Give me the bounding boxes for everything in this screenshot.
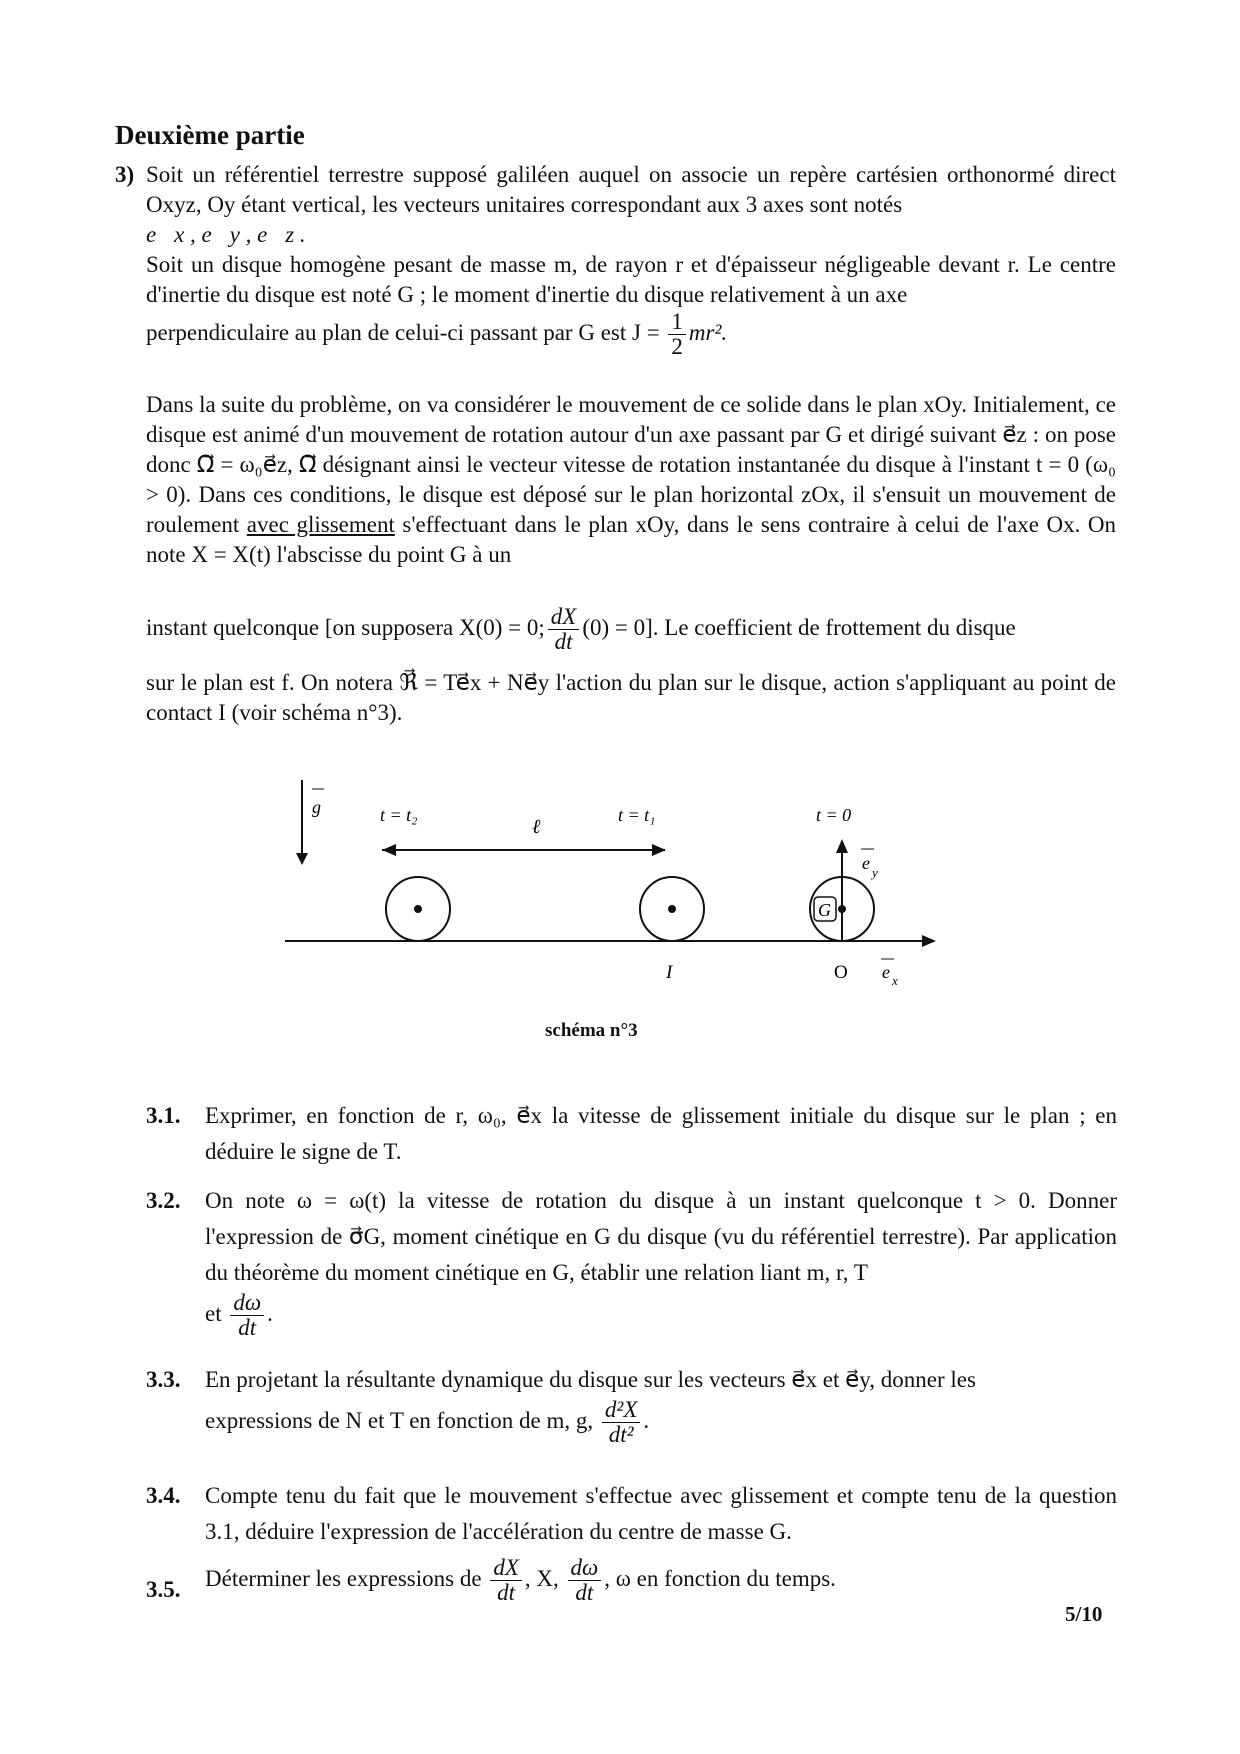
q3-para3b-text: dirigé suivant e⃗z : on pose donc Ω⃗ = ω₀e⃗z, Ω⃗ désignant ainsi le vecteur vitesse de rotation instantanée du disque à l'instant t = 0 (ω₀ > 0). Dans ces conditions, le disque est déposé sur le plan horizontal zOx, il s'ensuit un mouvement de roulement: [146, 422, 1116, 537]
gravity-arrow-head: [296, 853, 308, 865]
section-title: Deuxième partie: [115, 120, 305, 150]
ey-arrow-head: [836, 839, 848, 853]
subq-3-2-tail: et: [205, 1300, 222, 1326]
dw-num-2: dω: [568, 1556, 602, 1581]
dt-den: dt: [554, 629, 573, 654]
ey-label: e: [862, 853, 870, 873]
q3-vectors: e⃗x , e⃗y , e⃗z .: [146, 222, 306, 247]
ell-arrow-left-head: [382, 844, 396, 856]
disk-t2-center: [414, 905, 422, 913]
dX-dt-fraction: [548, 605, 580, 654]
schema-caption: schéma n°3: [545, 1020, 638, 1041]
dt-den-2: dt: [238, 1315, 257, 1340]
q3-paragraph-4: [146, 605, 1116, 654]
d2X-dt2-fraction: [602, 1398, 640, 1447]
t2-label: t = t₂: [380, 805, 418, 825]
q3-paragraph-3: [146, 390, 1116, 570]
dt-den-4: dt: [575, 1580, 594, 1605]
q3-para5-text: sur le plan est f. On notera ℜ⃗ = Te⃗x + Ne⃗y l'action du plan sur le disque, action s'appliquant au point de contact I (voir schéma n°3).: [146, 670, 1116, 725]
half-fraction: [668, 310, 686, 359]
ell-arrow-right-head: [652, 844, 666, 856]
dw-dt-fraction-2: [568, 1556, 602, 1605]
dt2-den: dt²: [608, 1422, 634, 1447]
t0-label: t = 0: [816, 805, 852, 825]
q3-para3-text: Dans la suite du problème, on va considérer le mouvement de ce solide dans le plan xOy. Initialement, ce disque est animé d'un mouvement de rotation autour d'un axe passant par G et: [146, 392, 1116, 447]
dw-dt-fraction: [230, 1291, 264, 1340]
subq-3-5-text-b: , X,: [524, 1565, 559, 1591]
ell-label: ℓ: [532, 816, 541, 838]
subq-3-3-number: 3.3.: [146, 1367, 181, 1392]
subq-3-3-tail: expressions de N et T en fonction de m, g,: [205, 1407, 594, 1433]
dX-num: dX: [548, 605, 580, 630]
O-label: O: [834, 962, 848, 983]
dX-dt-fraction-2: [490, 1556, 522, 1605]
schema-diagram: [270, 765, 950, 1005]
subq-3-4-text: Compte tenu du fait que le mouvement s'effectue avec glissement et compte tenu de la question 3.1, déduire l'expression de l'accélération du centre de masse G.: [205, 1483, 1117, 1544]
subq-3-2: On note ω = ω(t) la vitesse de rotation du disque à un instant quelconque t > 0. Donner l'expression de σ⃗G, moment cinétique en G du disque (vu du référentiel terrestre). Par application du théorème du moment cinétique en G, établir une relation liant m, r, T et $\frac{d\omega}{dt}$ .: [205, 1188, 1117, 1340]
ex-arrow-head: [922, 935, 936, 947]
ex-label: e: [882, 962, 890, 982]
subq-3-5: [205, 1556, 1117, 1605]
q3-para2b-text: perpendiculaire au plan de celui-ci passant par G est J =: [146, 319, 666, 345]
question-number: 3): [115, 162, 135, 187]
subq-3-5-number: 3.5.: [146, 1577, 181, 1602]
q3-para3c-text: s'effectuant dans le plan xOy, dans le sens contraire à celui de l'axe Ox. On note X = X(t) l'abscisse du point G à un: [146, 512, 1116, 567]
q3-underlined-text: avec glissement: [246, 512, 395, 537]
half-num: 1: [668, 310, 686, 335]
subq-3-5-text-a: Déterminer les expressions de: [205, 1565, 482, 1591]
half-den: 2: [671, 334, 683, 359]
subq-3-2-text: On note ω = ω(t) la vitesse de rotation du disque à un instant quelconque t > 0. Donner l'expression de σ⃗G, moment cinétique en G du disque (vu du référentiel terrestre). Par application du théorème du moment cinétique en G, établir une relation liant m, r, T: [205, 1188, 1117, 1285]
g-label: g: [312, 797, 321, 817]
dX-num-2: dX: [490, 1556, 522, 1581]
subq-3-1-text: Exprimer, en fonction de r, ω₀, e⃗x la vitesse de glissement initiale du disque sur le plan ; en déduire le signe de T.: [205, 1103, 1117, 1164]
disk-t1-center: [668, 905, 676, 913]
dt-den-3: dt: [497, 1580, 516, 1605]
ey-subscript: y: [872, 865, 878, 880]
q3-paragraph-5: [146, 668, 1116, 728]
q3-paragraph-1: [146, 160, 1116, 250]
dw-num: dω: [230, 1291, 264, 1316]
subq-3-3-text: En projetant la résultante dynamique du disque sur les vecteurs e⃗x et e⃗y, donner les: [205, 1367, 976, 1392]
I-label: I: [666, 962, 673, 983]
subq-3-3: En projetant la résultante dynamique du disque sur les vecteurs e⃗x et e⃗y, donner les expressions de N et T en fonction de m, g, $\frac{\text{d²X}}{\text{dt²}}$ .: [205, 1367, 976, 1447]
subq-3-4-number: 3.4.: [146, 1483, 181, 1508]
page-number: 5/10: [1065, 1602, 1103, 1626]
q3-para4b-text: (0) = 0]. Le coefficient de frottement du disque: [582, 614, 1016, 640]
t1-label: t = t₁: [618, 805, 656, 825]
q3-para4a-text: instant quelconque [on supposera X(0) = 0;: [146, 614, 545, 640]
d2X-num: d²X: [602, 1398, 640, 1423]
q3-paragraph-2: [146, 250, 1116, 359]
subq-3-2-number: 3.2.: [146, 1188, 181, 1213]
q3-para1-text: Soit un référentiel terrestre supposé galiléen auquel on associe un repère cartésien orthonormé direct Oxyz, Oy étant vertical, les vecteurs unitaires correspondant aux 3 axes sont notés: [146, 162, 1116, 217]
q3-para2c-text: mr².: [688, 319, 728, 345]
q3-para2-text: Soit un disque homogène pesant de masse m, de rayon r et d'épaisseur négligeable devant r. Le centre d'inertie du disque est noté G ; le moment d'inertie du disque relativement à un axe: [146, 252, 1116, 307]
subq-3-1-number: 3.1.: [146, 1103, 181, 1128]
subq-3-5-text-c: , ω en fonction du temps.: [604, 1565, 836, 1591]
G-label: G: [818, 900, 831, 920]
ex-subscript: x: [892, 973, 898, 988]
